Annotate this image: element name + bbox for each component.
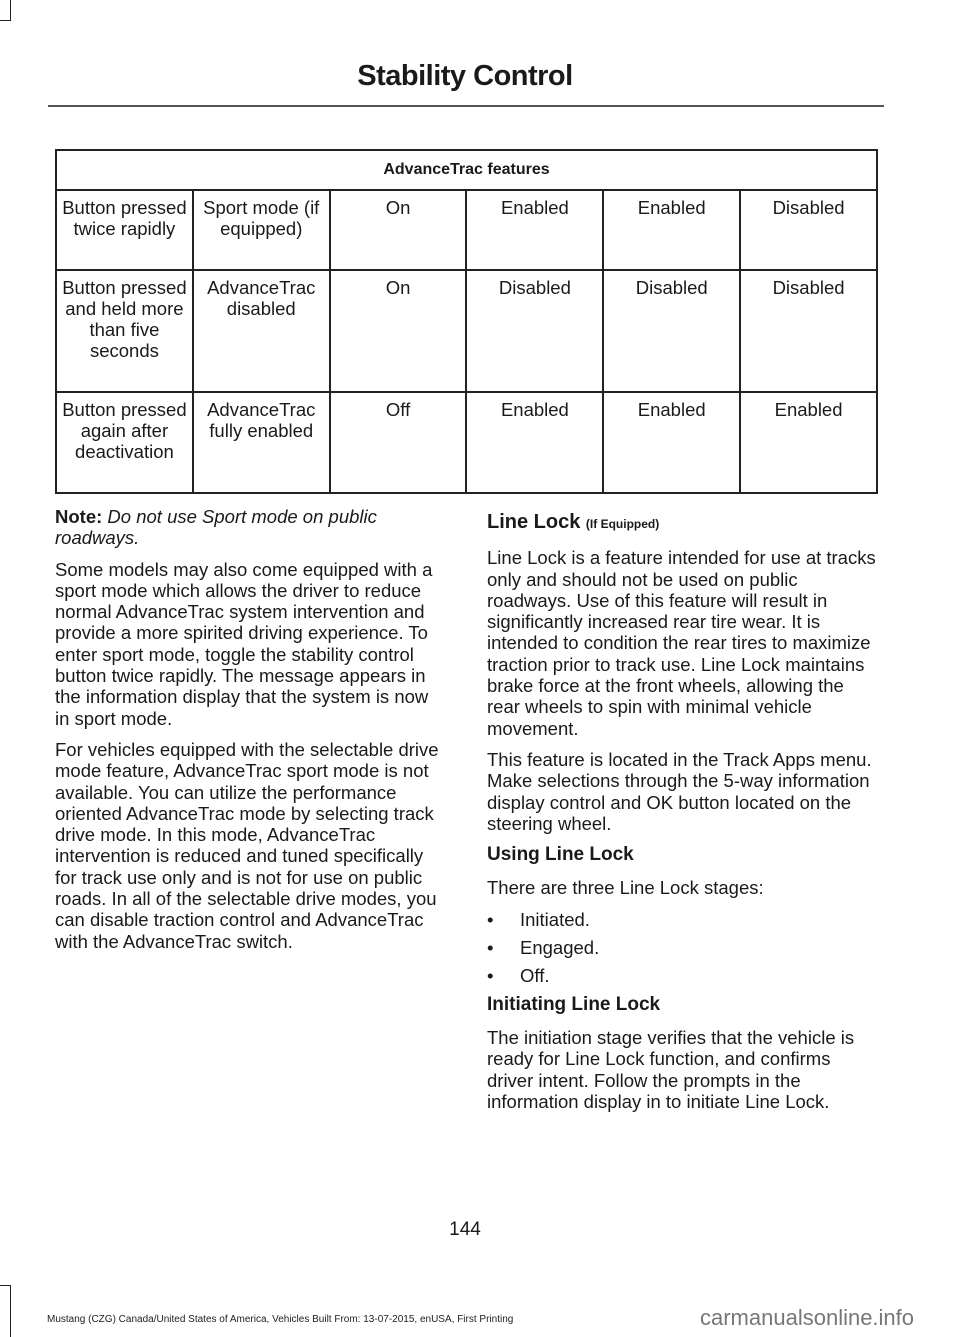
table-cell: Enabled [466, 190, 603, 270]
crop-mark [0, 0, 11, 21]
footer-text: Mustang (CZG) Canada/United States of America, Vehicles Built From: 13-07-2015, enUSA, First Printing [47, 1314, 514, 1325]
left-column [55, 506, 447, 962]
section-heading [487, 512, 879, 535]
table-row [56, 190, 877, 270]
table-cell: Enabled [603, 392, 740, 493]
table-cell: Enabled [603, 190, 740, 270]
table-cell: Disabled [740, 190, 877, 270]
table-cell: AdvanceTrac disabled [193, 270, 330, 392]
page-title: Stability Control [357, 60, 573, 92]
table-cell: On [330, 190, 467, 270]
crop-mark [0, 1285, 11, 1337]
subheading: Using Line Lock [487, 844, 634, 866]
paragraph: Some models may also come equipped with a sport mode which allows the driver to reduce normal AdvanceTrac system intervention and provide a more spirited driving experience. To enter sport mode, toggle the stability control button twice rapidly. The message appears in the information display that the system is now in sport mode. [55, 558, 433, 729]
paragraph: For vehicles equipped with the selectable drive mode feature, AdvanceTrac sport mode is not available. You can utilize the performance oriented AdvanceTrac mode by selecting track drive mode. In this mode, AdvanceTrac intervention is reduced and tuned specifically for track use only and is not for use on public roads. In all of the selectable drive modes, you can disable traction control and AdvanceTrac with the AdvanceTrac switch. [55, 738, 439, 952]
table-caption: AdvanceTrac features [56, 150, 877, 190]
paragraph: Line Lock is a feature intended for use at tracks only and should not be used on public roadways. Use of this feature will result in significantly increased rear tire wear. It is intended to condition the rear tires to maximize traction prior to track use. Line Lock maintains brake force at the front wheels, allowing the rear wheels to spin with minimal vehicle movement. [487, 547, 876, 739]
table-cell: Disabled [740, 270, 877, 392]
advancetrac-features-table [55, 149, 878, 494]
page-number: 144 [449, 1219, 481, 1240]
right-column [487, 512, 879, 1122]
watermark: carmanualsonline.info [700, 1305, 915, 1330]
table-cell: Button pressed and held more than five seconds [56, 270, 193, 392]
table-cell: On [330, 270, 467, 392]
paragraph: The initiation stage verifies that the vehicle is ready for Line Lock function, and confirms driver intent. Follow the prompts in the information display in to initiate Line Lock. [487, 1026, 855, 1112]
note-text: Do not use Sport mode on public roadways. [55, 506, 377, 549]
paragraph: This feature is located in the Track Apps menu. Make selections through the 5-way information display control and OK button located on the steering wheel. [487, 748, 872, 834]
list-item: • Engaged. [487, 937, 879, 958]
table-row [56, 270, 877, 392]
stages-list [487, 909, 879, 987]
list-item: • Off. [487, 965, 879, 986]
table-cell: Enabled [466, 392, 603, 493]
heading-suffix: (If Equipped) [585, 517, 660, 531]
note [55, 506, 447, 549]
heading-text: Line Lock [487, 511, 581, 533]
table-cell: AdvanceTrac fully enabled [193, 392, 330, 493]
paragraph: There are three Line Lock stages: [487, 877, 764, 899]
table-cell: Off [330, 392, 467, 493]
list-item: • Initiated. [487, 909, 879, 930]
table-cell: Sport mode (if equipped) [193, 190, 330, 270]
table-cell: Disabled [466, 270, 603, 392]
table-cell: Enabled [740, 392, 877, 493]
subheading: Initiating Line Lock [487, 993, 661, 1015]
note-label: Note: [55, 506, 103, 527]
header-divider [48, 105, 884, 107]
table-cell: Disabled [603, 270, 740, 392]
table-cell: Button pressed again after deactivation [56, 392, 193, 493]
table-row [56, 392, 877, 493]
table-cell: Button pressed twice rapidly [56, 190, 193, 270]
